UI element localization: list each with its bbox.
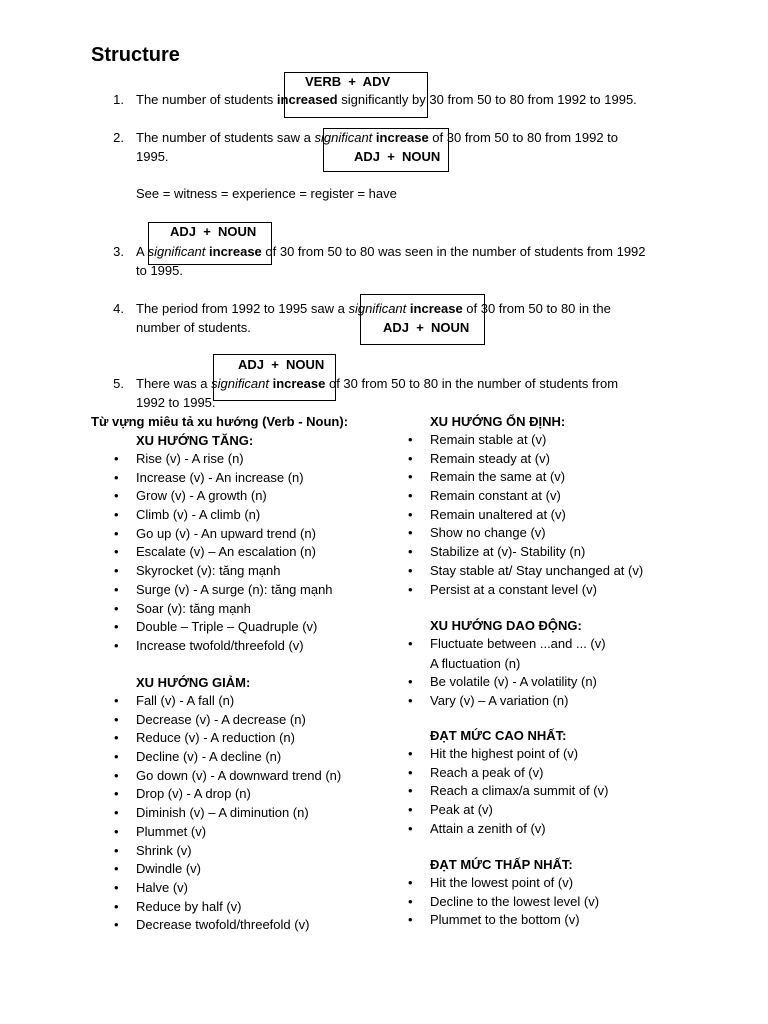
list-item-text: Hit the highest point of (v) — [430, 746, 579, 761]
list-item-text: Remain stable at (v) — [430, 432, 547, 447]
list-item-text: Remain the same at (v) — [430, 469, 566, 485]
list-item — [114, 916, 341, 935]
list-item-text: Escalate (v) – An escalation (n) — [136, 544, 316, 560]
list-item — [114, 804, 341, 823]
list-item-text: Increase twofold/threefold (v) — [136, 637, 304, 653]
list-item — [408, 911, 599, 930]
bullet-icon: • — [114, 619, 119, 635]
list-item-text: Reduce (v) - A reduction (n) — [136, 730, 295, 746]
list-item-continuation: A fluctuation (n) — [430, 656, 521, 671]
bullet-icon: • — [408, 544, 413, 560]
bullet-icon: • — [408, 450, 413, 466]
list-item — [408, 506, 643, 525]
list-item-text: Show no change (v) — [430, 525, 546, 541]
list-item-text: Persist at a constant level (v) — [430, 581, 597, 597]
heading-increase: XU HƯỚNG TĂNG: — [136, 433, 254, 448]
list-item — [114, 879, 341, 898]
list-increase — [114, 450, 333, 656]
bullet-icon: • — [408, 506, 413, 522]
list-item — [114, 506, 333, 525]
list-item — [408, 468, 643, 487]
box-label: ADJ + NOUN — [170, 224, 257, 239]
list-item — [114, 543, 333, 562]
item-number: 4. — [113, 301, 124, 316]
list-item-text: Fall (v) - A fall (n) — [136, 693, 235, 708]
list-item-text: Soar (v): tăng mạnh — [136, 600, 251, 616]
list-item — [114, 711, 341, 730]
sentence-1: The number of students increased significantly by 30 from 50 to 80 from 1992 to 1995. — [136, 92, 637, 107]
list-item-text: Climb (v) - A climb (n) — [136, 507, 261, 523]
bullet-icon: • — [408, 469, 413, 485]
bullet-icon: • — [114, 563, 119, 579]
heading-highest: ĐẠT MỨC CAO NHẤT: — [430, 728, 567, 743]
bullet-icon: • — [114, 451, 119, 466]
bullet-icon: • — [408, 764, 413, 780]
list-item-text: Attain a zenith of (v) — [430, 820, 546, 836]
list-item-text: Peak at (v) — [430, 802, 493, 818]
bullet-icon: • — [408, 893, 413, 909]
list-decrease — [114, 692, 342, 935]
list-item-text: Reach a peak of (v) — [430, 764, 544, 780]
box-label: ADJ + NOUN — [238, 357, 325, 372]
bullet-icon: • — [408, 783, 413, 799]
item-number: 5. — [113, 376, 124, 391]
heading-fluctuate: XU HƯỚNG DAO ĐỘNG: — [430, 618, 582, 633]
bullet-icon: • — [114, 525, 119, 541]
box-label: ADJ + NOUN — [383, 320, 470, 335]
list-item-text: Plummet (v) — [136, 823, 207, 839]
list-item — [408, 893, 600, 912]
box-label: VERB + ADV — [305, 74, 391, 89]
bullet-icon: • — [408, 581, 413, 597]
vocab-title: Từ vựng miêu tả xu hướng (Verb - Noun): — [91, 414, 349, 429]
bullet-icon: • — [114, 711, 119, 727]
list-item-text: Decrease (v) - A decrease (n) — [136, 711, 306, 727]
list-item — [114, 600, 333, 619]
item-number: 2. — [113, 130, 124, 145]
list-item — [408, 673, 597, 692]
list-item — [114, 767, 342, 786]
list-item — [114, 581, 333, 600]
list-item — [114, 692, 341, 711]
bullet-icon: • — [114, 786, 119, 802]
list-lowest — [408, 874, 600, 930]
list-item — [114, 823, 341, 842]
list-item — [114, 525, 333, 544]
list-item — [408, 524, 643, 543]
list-item — [114, 637, 333, 656]
bullet-icon: • — [114, 842, 119, 858]
list-item — [114, 450, 333, 469]
list-item-text: Reach a climax/a summit of (v) — [430, 783, 609, 799]
sentence-3: A significant increase of 30 from 50 to 80 was seen in the number of students from 1992 — [136, 244, 646, 259]
bullet-icon: • — [408, 488, 413, 504]
list-item — [408, 782, 609, 801]
list-item — [408, 801, 608, 820]
list-item — [408, 487, 643, 506]
sentence-5: There was a significant increase of 30 from 50 to 80 in the number of students from — [136, 376, 619, 391]
list-item-text: Stay stable at/ Stay unchanged at (v) — [430, 562, 644, 578]
list-item-text: Drop (v) - A drop (n) — [136, 786, 251, 802]
heading-decrease: XU HƯỚNG GIẢM: — [136, 675, 251, 690]
bullet-icon: • — [114, 544, 119, 560]
list-item — [114, 729, 341, 748]
bullet-icon: • — [114, 730, 119, 746]
bullet-icon: • — [114, 637, 119, 653]
list-item — [114, 487, 333, 506]
list-item — [114, 842, 341, 861]
list-item — [114, 860, 341, 879]
bullet-icon: • — [114, 823, 119, 839]
heading-lowest: ĐẠT MỨC THẤP NHẤT: — [430, 857, 573, 872]
bullet-icon: • — [408, 692, 413, 708]
list-item — [408, 431, 643, 450]
sentence-2: The number of students saw a significant increase of 30 from 50 to 80 from 1992 to — [136, 130, 619, 145]
list-item-text: Remain steady at (v) — [430, 450, 550, 466]
page-title: Structure — [91, 44, 180, 66]
bullet-icon: • — [408, 912, 413, 928]
list-item: • Fluctuate between ...and ... (v) — [408, 636, 606, 651]
list-item — [408, 874, 599, 893]
item-number: 1. — [113, 92, 124, 107]
bullet-icon: • — [408, 875, 413, 890]
bullet-icon: • — [114, 488, 119, 504]
sentence-4: The period from 1992 to 1995 saw a significant increase of 30 from 50 to 80 in the — [136, 301, 611, 316]
list-item-text: Decrease twofold/threefold (v) — [136, 917, 310, 933]
bullet-icon: • — [408, 746, 413, 761]
box-label: ADJ + NOUN — [354, 149, 441, 164]
list-item-text: Skyrocket (v): tăng mạnh — [136, 563, 281, 579]
bullet-icon: • — [114, 805, 119, 821]
list-item-text: Halve (v) — [136, 879, 189, 895]
list-item-text: Stabilize at (v)- Stability (n) — [430, 544, 586, 560]
list-item-text: Go down (v) - A downward trend (n) — [136, 767, 342, 783]
bullet-icon: • — [408, 525, 413, 541]
list-item — [408, 692, 597, 711]
list-item-text: Decline (v) - A decline (n) — [136, 749, 282, 765]
bullet-icon: • — [114, 749, 119, 765]
synonym-note: See = witness = experience = register = have — [136, 186, 397, 201]
list-item-text: Double – Triple – Quadruple (v) — [136, 619, 318, 635]
list-item-text: Go up (v) - An upward trend (n) — [136, 525, 316, 541]
list-item-text: Remain constant at (v) — [430, 488, 561, 504]
bullet-icon: • — [408, 562, 413, 578]
bullet-icon: • — [114, 600, 119, 616]
list-item-text: Hit the lowest point of (v) — [430, 875, 574, 890]
heading-stable: XU HƯỚNG ỔN ĐỊNH: — [430, 414, 566, 429]
bullet-icon: • — [408, 432, 413, 447]
list-highest — [408, 745, 609, 838]
list-item-text: Diminish (v) – A diminution (n) — [136, 805, 309, 821]
list-item-text: Surge (v) - A surge (n): tăng mạnh — [136, 581, 333, 597]
list-stable — [408, 431, 644, 599]
list-item-text: Dwindle (v) — [136, 861, 202, 877]
list-item-text: Increase (v) - An increase (n) — [136, 469, 304, 485]
list-item — [408, 764, 608, 783]
list-item — [114, 898, 341, 917]
list-fluctuate-first — [408, 635, 606, 654]
bullet-icon: • — [114, 693, 119, 708]
sentence-4-cont: number of students. — [136, 320, 251, 335]
bullet-icon: • — [408, 802, 413, 818]
item-number: 3. — [113, 244, 124, 259]
list-item-text: Be volatile (v) - A volatility (n) — [430, 674, 597, 689]
list-item — [408, 450, 643, 469]
bullet-icon: • — [114, 469, 119, 485]
bullet-icon: • — [114, 917, 119, 933]
sentence-2-cont: 1995. — [136, 149, 169, 164]
sentence-5-cont: 1992 to 1995. — [136, 395, 216, 410]
list-item-text: Grow (v) - A growth (n) — [136, 488, 267, 504]
bullet-icon: • — [114, 581, 119, 597]
list-item — [408, 820, 608, 839]
list-item — [114, 469, 333, 488]
list-item-text: Rise (v) - A rise (n) — [136, 451, 244, 466]
list-item-text: Reduce by half (v) — [136, 898, 242, 914]
bullet-icon: • — [114, 898, 119, 914]
list-item-text: Decline to the lowest level (v) — [430, 893, 600, 909]
list-item — [114, 748, 341, 767]
bullet-icon: • — [114, 507, 119, 523]
list-item — [408, 562, 644, 581]
list-item — [114, 618, 333, 637]
list-item — [114, 785, 341, 804]
list-fluctuate — [408, 673, 597, 710]
bullet-icon: • — [408, 820, 413, 836]
bullet-icon: • — [114, 879, 119, 895]
list-item — [408, 745, 608, 764]
list-item-text: Shrink (v) — [136, 842, 192, 858]
bullet-icon: • — [408, 674, 413, 689]
list-item-text: Vary (v) – A variation (n) — [430, 692, 569, 708]
list-item — [408, 543, 643, 562]
list-item-text: Plummet to the bottom (v) — [430, 912, 580, 928]
bullet-icon: • — [114, 861, 119, 877]
sentence-3-cont: to 1995. — [136, 263, 183, 278]
bullet-icon: • — [114, 767, 119, 783]
list-item — [408, 581, 643, 600]
list-item — [114, 562, 333, 581]
list-item-text: Remain unaltered at (v) — [430, 506, 566, 522]
